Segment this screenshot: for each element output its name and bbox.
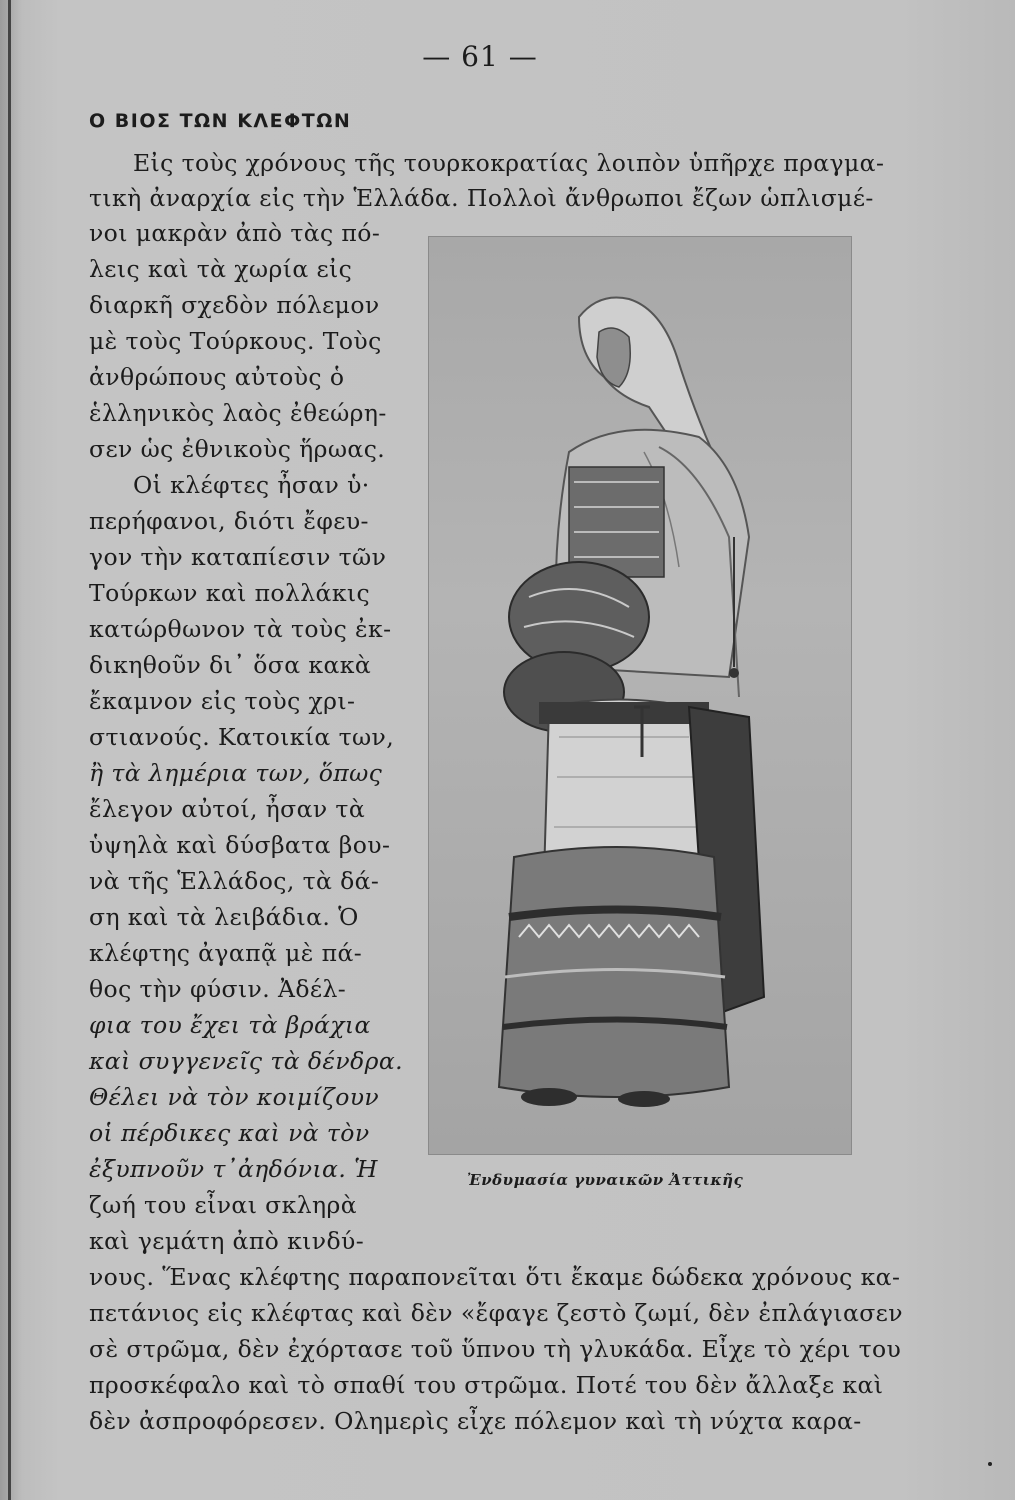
figure-caption: Ἐνδυμασία γυναικῶν Ἀττικῆς [467, 1171, 744, 1189]
text-line: γον τὴν καταπίεσιν τῶν [89, 543, 387, 571]
text-line: ση καὶ τὰ λειβάδια. Ὁ [89, 903, 359, 931]
text-line: ἢ τὰ λημέρια των, ὅπως [89, 759, 383, 787]
text-line: λεις καὶ τὰ χωρία εἰς [89, 255, 353, 283]
text-line: σεν ὡς ἐθνικοὺς ἥρωας. [89, 435, 386, 463]
text-line: Τούρκων καὶ πολλάκις [89, 579, 371, 607]
text-line: δικηθοῦν δι᾽ ὅσα κακὰ [89, 651, 372, 679]
text-line: περήφανοι, διότι ἔφευ- [89, 507, 369, 535]
text-line: τικὴ ἀναρχία εἰς τὴν Ἑλλάδα. Πολλοὶ ἄνθρωποι ἔζων ὡπλισμέ- [89, 184, 874, 212]
text-line: ὑψηλὰ καὶ δύσβατα βου- [89, 831, 391, 859]
costume-illustration [428, 236, 852, 1155]
text-line: ἔκαμνον εἰς τοὺς χρι- [89, 687, 356, 715]
text-line: νοι μακρὰν ἀπὸ τὰς πό- [89, 219, 381, 247]
print-speck [988, 1462, 992, 1466]
text-line: ἑλληνικὸς λαὸς ἐθεώρη- [89, 399, 387, 427]
section-heading: Ο ΒΙΟΣ ΤΩΝ ΚΛΕΦΤΩΝ [89, 110, 352, 132]
text-line: θος τὴν φύσιν. Ἀδέλ- [89, 975, 347, 1003]
text-line: νὰ τῆς Ἑλλάδος, τὰ δά- [89, 867, 380, 895]
text-line: ἀνθρώπους αὐτοὺς ὁ [89, 363, 345, 391]
text-line: φια του ἔχει τὰ βράχια [89, 1011, 371, 1039]
text-line: Εἰς τοὺς χρόνους τῆς τουρκοκρατίας λοιπὸν ὑπῆρχε πραγμα- [133, 149, 885, 177]
text-line: ἐξυπνοῦν τ᾽ἀηδόνια. Ἡ [89, 1155, 378, 1183]
text-line: σὲ στρῶμα, δὲν ἐχόρτασε τοῦ ὕπνου τὴ γλυκάδα. Εἶχε τὸ χέρι του [89, 1335, 902, 1363]
text-line: δὲν ἀσπροφόρεσεν. Ολημερὶς εἶχε πόλεμον καὶ τὴ νύχτα καρα- [89, 1407, 862, 1435]
text-line: μὲ τοὺς Τούρκους. Τοὺς [89, 327, 382, 355]
binding-edge [8, 0, 11, 1500]
woman-in-attica-costume-drawing [429, 237, 851, 1154]
text-line: προσκέφαλο καὶ τὸ σπαθί του στρῶμα. Ποτέ του δὲν ἄλλαξε καὶ [89, 1371, 884, 1399]
text-line: καὶ συγγενεῖς τὰ δένδρα. [89, 1047, 404, 1075]
text-line: διαρκῆ σχεδὸν πόλεμον [89, 291, 380, 319]
text-line: κλέφτης ἀγαπᾷ μὲ πά- [89, 939, 363, 967]
text-line: πετάνιος εἰς κλέφτας καὶ δὲν «ἔφαγε ζεστὸ ζωμί, δὲν ἐπλάγιασεν [89, 1299, 903, 1327]
text-line: ζωή του εἶναι σκληρὰ [89, 1191, 357, 1219]
text-line: νους. Ἕνας κλέφτης παραπονεῖται ὅτι ἔκαμε δώδεκα χρόνους κα- [89, 1263, 901, 1291]
text-line: καὶ γεμάτη ἀπὸ κινδύ- [89, 1227, 365, 1255]
text-line: Θέλει νὰ τὸν κοιμίζουν [89, 1083, 380, 1111]
page-number: — 61 — [422, 40, 538, 73]
text-line: στιανούς. Κατοικία των, [89, 723, 395, 751]
text-line: κατώρθωνον τὰ τοὺς ἐκ- [89, 615, 392, 643]
text-line: ἔλεγον αὐτοί, ἦσαν τὰ [89, 795, 366, 823]
text-line: οἱ πέρδικες καὶ νὰ τὸν [89, 1119, 370, 1147]
text-line: Οἱ κλέφτες ἦσαν ὑ· [133, 471, 370, 499]
